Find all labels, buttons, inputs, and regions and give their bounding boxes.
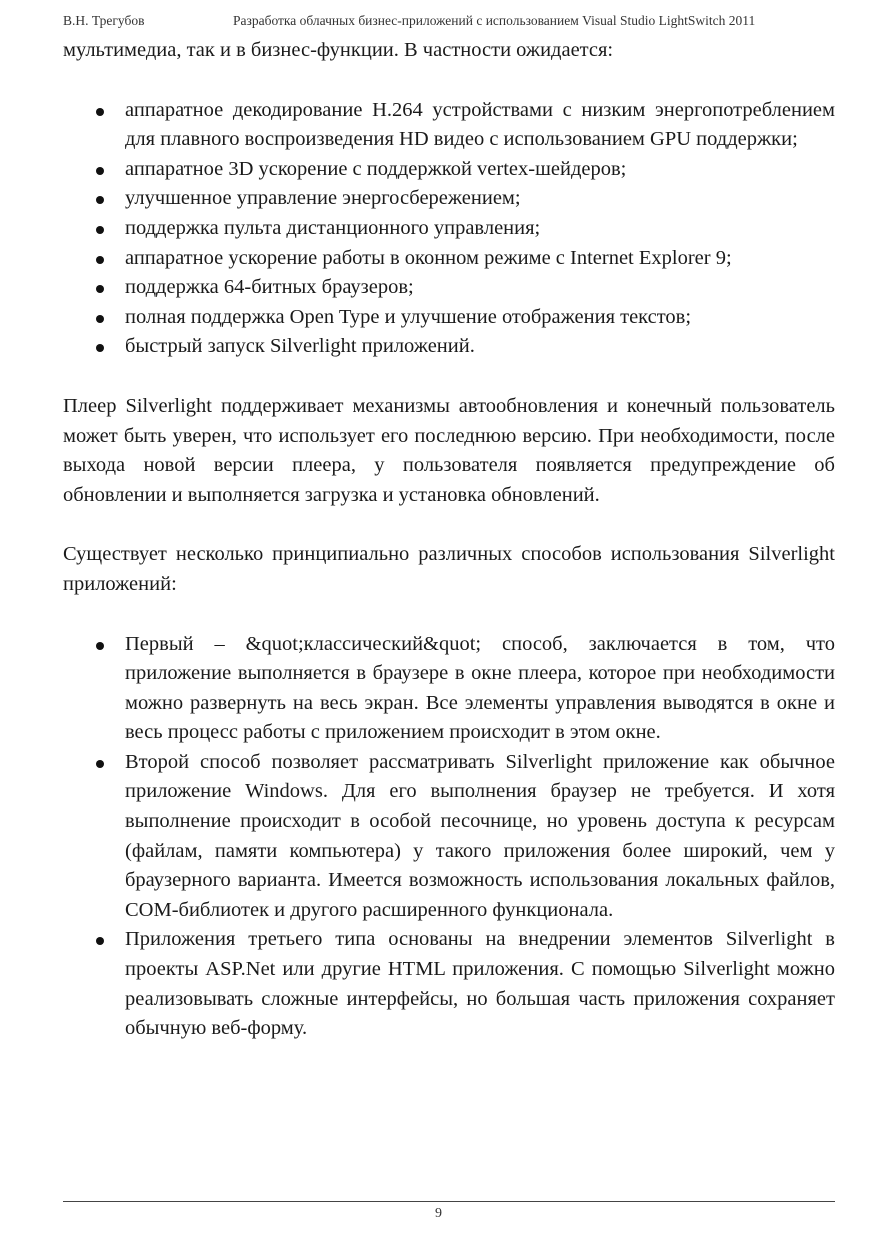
list-item-text: аппаратное декодирование H.264 устройствами с низким энергопотреблением для плавного воспроизведения HD видео с использованием GPU поддержки; <box>125 98 835 151</box>
list-item <box>63 748 835 926</box>
list-item-text: поддержка пульта дистанционного управления; <box>125 216 541 239</box>
list-item <box>63 96 835 155</box>
bullet-icon <box>96 226 104 234</box>
list-item <box>63 184 835 214</box>
list-item <box>63 925 835 1043</box>
list-item-text: быстрый запуск Silverlight приложений. <box>125 335 475 358</box>
page-header <box>63 13 835 33</box>
page-content <box>63 36 835 1044</box>
list-item-text: аппаратное ускорение работы в оконном режиме с Internet Explorer 9; <box>125 246 732 269</box>
feature-list <box>63 96 835 362</box>
list-item-text: улучшенное управление энергосбережением; <box>125 187 521 210</box>
bullet-icon <box>96 167 104 175</box>
update-paragraph: Плеер Silverlight поддерживает механизмы автообновления и конечный пользователь может быть уверен, что использует его последнюю версию. При необходимости, после выхода новой версии плеера, у пользователя появляется предупреждение об обновлении и выполняется загрузка и установка обновлений. <box>63 394 835 506</box>
intro-paragraph: мультимедиа, так и в бизнес-функции. В частности ожидается: <box>63 39 614 61</box>
bullet-icon <box>96 315 104 323</box>
header-title: Разработка облачных бизнес-приложений с использованием Visual Studio LightSwitch 2011 <box>233 13 756 28</box>
list-item <box>63 155 835 185</box>
list-item-text: полная поддержка Open Type и улучшение отображения текстов; <box>125 305 692 328</box>
ways-list <box>63 630 835 1044</box>
bullet-icon <box>96 285 104 293</box>
bullet-icon <box>96 344 104 352</box>
bullet-icon <box>96 937 104 945</box>
list-item <box>63 303 835 333</box>
list-item <box>63 244 835 274</box>
list-item <box>63 332 835 362</box>
list-item-text: Второй способ позволяет рассматривать Silverlight приложение как обычное приложение Windows. Для его выполнения браузер не требуется. И хотя выполнение происходит в особой песочнице, но уровень доступа к ресурсам (файлам, памяти компьютера) у такого приложения более широкий, чем у браузерного варианта. Имеется возможность использования локальных файлов, COM-библиотек и другого расширенного функционала. <box>125 750 835 921</box>
list-item-text: поддержка 64-битных браузеров; <box>125 276 414 299</box>
page-number: 9 <box>435 1206 442 1221</box>
bullet-icon <box>96 256 104 264</box>
ways-paragraph: Существует несколько принципиально различных способов использования Silverlight приложений: <box>63 543 835 595</box>
header-author: В.Н. Трегубов <box>63 13 145 28</box>
bullet-icon <box>96 108 104 116</box>
bullet-icon <box>96 196 104 204</box>
bullet-icon <box>96 760 104 768</box>
list-item <box>63 214 835 244</box>
footer-divider <box>63 1201 835 1202</box>
list-item-text: Первый – &quot;классический&quot; способ, заключается в том, что приложение выполняется в браузере в окне плеера, которое при необходимости можно развернуть на весь экран. Все элементы управления выводятся в окне и весь процесс работы с приложением происходит в этом окне. <box>125 632 835 744</box>
list-item <box>63 630 835 748</box>
list-item <box>63 273 835 303</box>
list-item-text: Приложения третьего типа основаны на внедрении элементов Silverlight в проекты ASP.Net или другие HTML приложения. С помощью Silverlight можно реализовывать сложные интерфейсы, но большая часть приложения сохраняет обычную веб-форму. <box>125 928 835 1040</box>
list-item-text: аппаратное 3D ускорение с поддержкой vertex-шейдеров; <box>125 157 627 180</box>
bullet-icon <box>96 642 104 650</box>
